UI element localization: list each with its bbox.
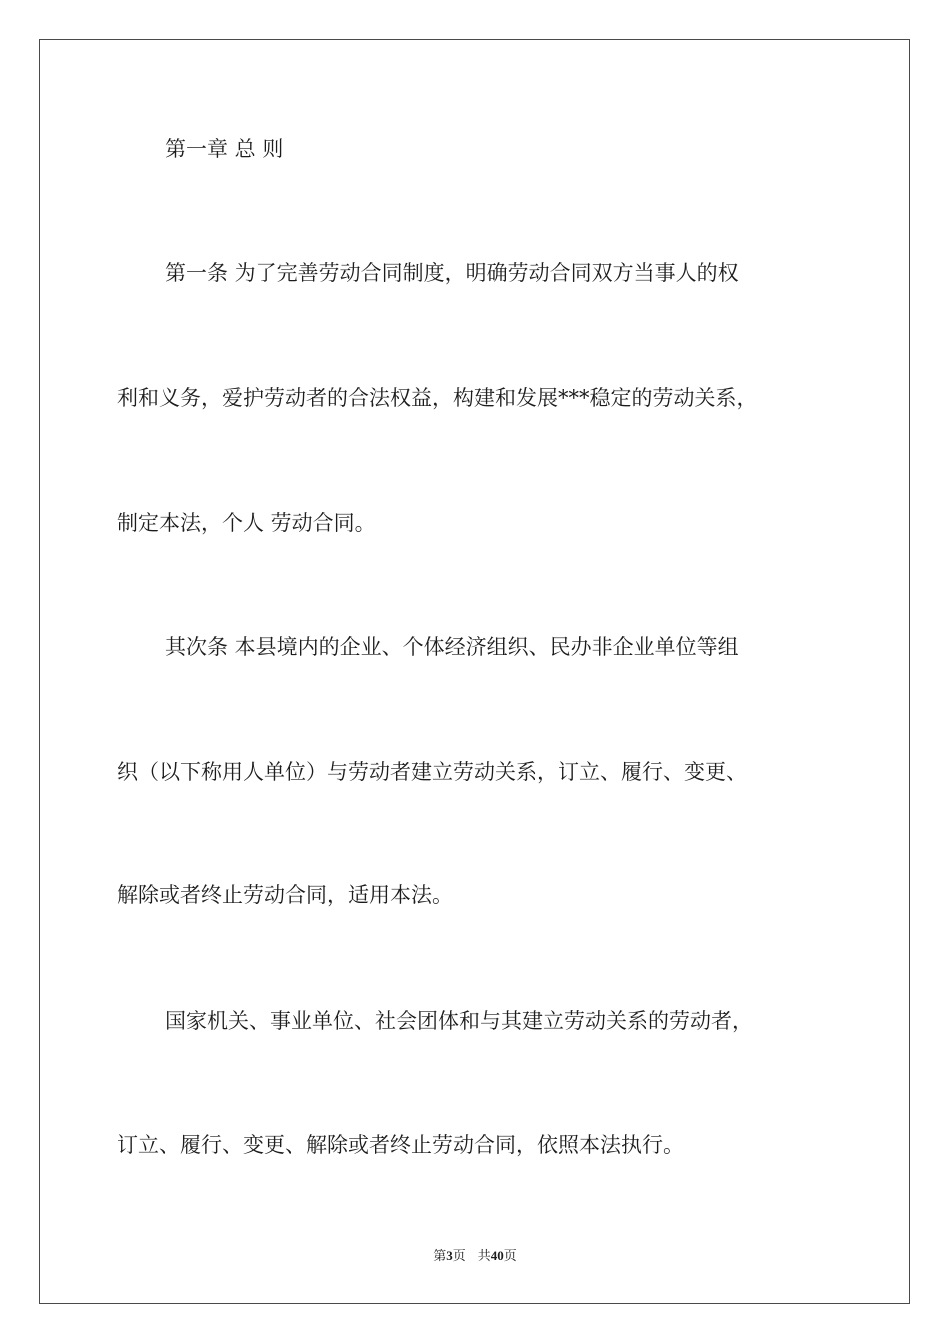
paragraph-2-line-3: 解除或者终止劳动合同，适用本法。 [117,883,453,907]
total-suffix: 页 [503,1248,517,1263]
paragraph-2-line-2: 织（以下称用人单位）与劳动者建立劳动关系，订立、履行、变更、 [117,760,747,784]
paragraph-3-line-1: 国家机关、事业单位、社会团体和与其建立劳动关系的劳动者， [165,1009,753,1033]
page-number: 3 [446,1248,453,1263]
total-pages: 40 [490,1248,504,1263]
page-suffix: 页 [452,1248,466,1263]
paragraph-1-line-3: 制定本法，个人 劳动合同。 [117,511,376,535]
paragraph-1-line-1: 第一条 为了完善劳动合同制度，明确劳动合同双方当事人的权 [165,261,739,285]
page-border [39,39,910,1304]
paragraph-3-line-2: 订立、履行、变更、解除或者终止劳动合同，依照本法执行。 [117,1133,684,1157]
total-prefix: 共 [477,1248,491,1263]
page-footer [0,1247,950,1265]
page-prefix: 第 [433,1248,447,1263]
paragraph-2-line-1: 其次条 本县境内的企业、个体经济组织、民办非企业单位等组 [165,635,739,659]
paragraph-1-line-2: 利和义务，爱护劳动者的合法权益，构建和发展***稳定的劳动关系， [117,386,758,410]
chapter-heading: 第一章 总 则 [165,137,284,161]
